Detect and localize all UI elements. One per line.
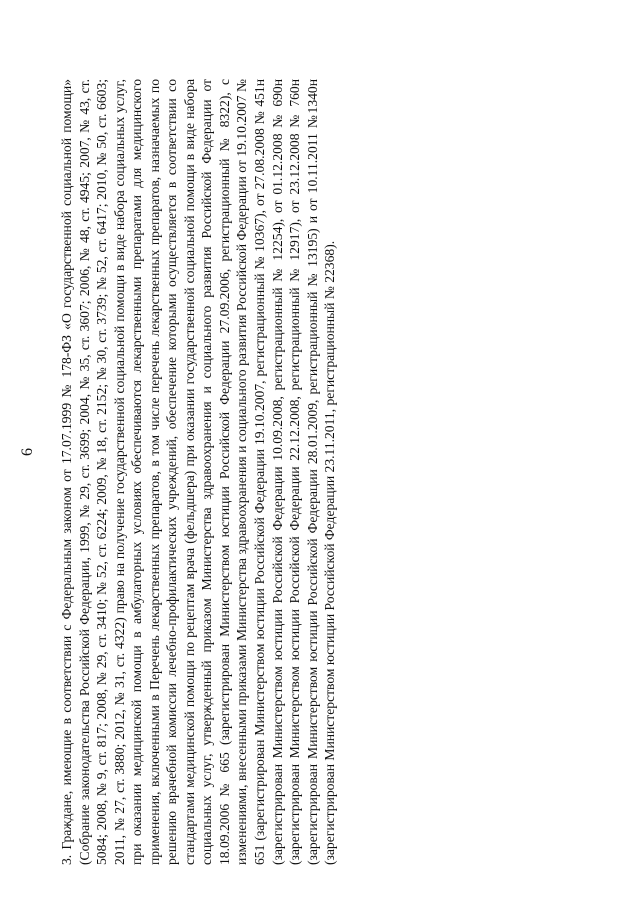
page-number: 6: [19, 448, 36, 456]
rotated-text-block: [58, 79, 618, 865]
body-paragraph: 3. Граждане, имеющие в соответствии с Федеральным законом от 17.07.1999 № 178-ФЗ «О государственной социальной помощи» (Собрание законодательства Российской Федерации, 1999, № 29, ст. 3699; 2004, № 35, ст. 3607; 2006, № 48, ст. 4945; 2007, № 43, ст. 5084; 2008, № 9, ст. 817; 2008, № 29, ст. 3410; № 52, ст. 6224; 2009, № 18, ст. 2152; № 30, ст. 3739; № 52, ст. 6417; 2010, № 50, ст. 6603; 2011, № 27, ст. 3880; 2012, № 31, ст. 4322) право на получение государственной социальной помощи в виде набора социальных услуг, при оказании медицинской помощи в амбулаторных условиях обеспечиваются лекарственными препаратами для медицинского применения, включенными в Перечень лекарственных препаратов, в том числе перечень лекарственных препаратов, назначаемых по решению врачебной комиссии лечебно-профилактических учреждений, обеспечение которыми осуществляется в соответствии со стандартами медицинской помощи по рецептам врача (фельдшера) при оказании государственной социальной помощи в виде набора социальных услуг, утвержденный приказом Министерства здравоохранения и социального развития Российской Федерации от 18.09.2006 № 665 (зарегистрирован Министерством юстиции Российской Федерации 27.09.2006, регистрационный № 8322), с изменениями, внесенными приказами Министерства здравоохранения и социального развития Российской Федерации от 19.10.2007 № 651 (зарегистрирован Министерством юстиции Российской Федерации 19.10.2007, регистрационный № 10367), от 27.08.2008 № 451н (зарегистрирован Министерством юстиции Российской Федерации 10.09.2008, регистрационный № 12254), от 01.12.2008 № 690н (зарегистрирован Министерством юстиции Российской Федерации 22.12.2008, регистрационный № 12917), от 23.12.2008 № 760н (зарегистрирован Министерством юстиции Российской Федерации 28.01.2009, регистрационный № 13195) и от 10.11.2011 №1340н (зарегистрирован Министерством юстиции Российской Федерации 23.11.2011, регистрационный № 22368).: [59, 79, 338, 865]
